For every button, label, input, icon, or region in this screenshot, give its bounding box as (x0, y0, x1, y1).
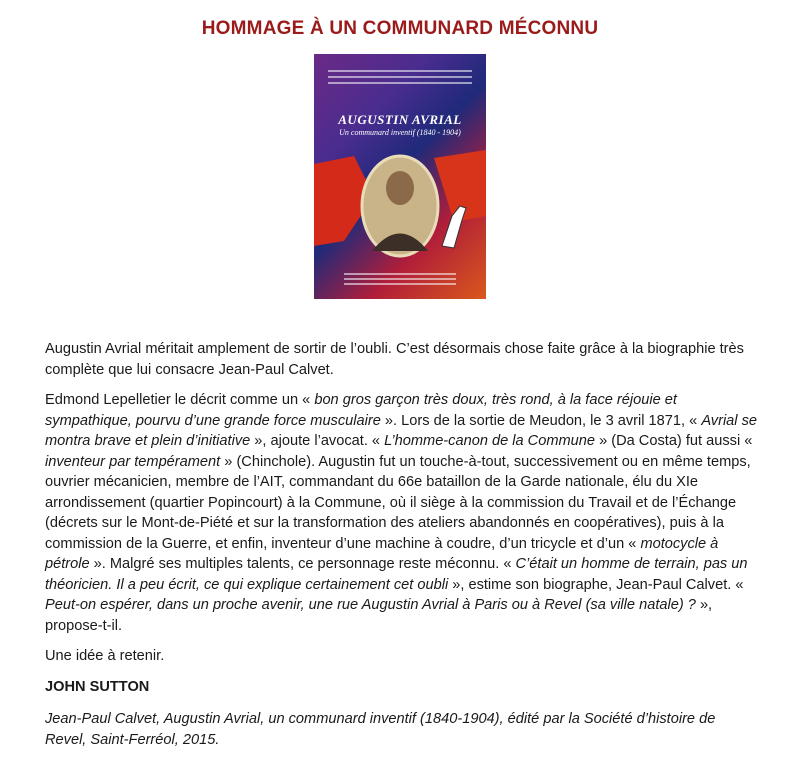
book-reference: Jean-Paul Calvet, Augustin Avrial, un communard inventif (1840-1904), édité par la Société d’histoire de Revel, Saint-Ferréol, 2015. (45, 711, 716, 748)
author-signature: JOHN SUTTON (45, 678, 150, 695)
paragraph-conclusion: Une idée à retenir. (45, 648, 165, 664)
cover-title: AUGUSTIN AVRIAL (338, 112, 462, 127)
paragraph-intro: Augustin Avrial méritait amplement de sortir de l’oubli. C’est désormais chose faite grâce à la biographie très complète que lui consacre Jean-Paul Calvet. (45, 341, 744, 378)
article-body (45, 339, 757, 760)
article-title: HOMMAGE À UN COMMUNARD MÉCONNU (201, 18, 599, 39)
cover-subtitle: Un communard inventif (1840 - 1904) (339, 128, 461, 137)
cover-author-lines (328, 66, 472, 96)
cover-publisher-lines (344, 270, 456, 288)
paragraph-main: Edmond Lepelletier le décrit comme un « bon gros garçon très doux, très rond, à la face réjouie et sympathique, pourvu d’une grande force musculaire ». Lors de la sortie de Meudon, le 3 avril 1871, « Avrial se montra brave et plein d’initiative », ajoute l’avocat. « L’homme-canon de la Commune » (Da Costa) fut aussi « inventeur par tempérament » (Chinchole). Augustin fut un touche-à-tout, successivement ou en même temps, ouvrier mécanicien, membre de l’AIT, commandant du 66e bataillon de la Garde nationale, élu du XIe arrondissement (quartier Popincourt) à la Commune, où il siège à la commission du Travail et de l’Échange (décrets sur le Mont-de-Piété et sur la transformation des ateliers abandonnés en coopératives), puis à la commission de la Guerre, et enfin, inventeur d’une machine à coudre, d’un tricycle et d’un « motocycle à pétrole ». Malgré ses multiples talents, ce personnage reste méconnu. « C’était un homme de terrain, pas un théoricien. Il a peu écrit, ce qui explique certainement cet oubli », estime son biographe, Jean-Paul Calvet. « Peut-on espérer, dans un proche avenir, une rue Augustin Avrial à Paris ou à Revel (sa ville natale) ? », propose-t-il. (45, 392, 758, 634)
book-cover-image (314, 54, 486, 299)
cover-dates: (1840 - 1904) (416, 128, 461, 137)
cover-portrait-illustration (314, 146, 486, 266)
